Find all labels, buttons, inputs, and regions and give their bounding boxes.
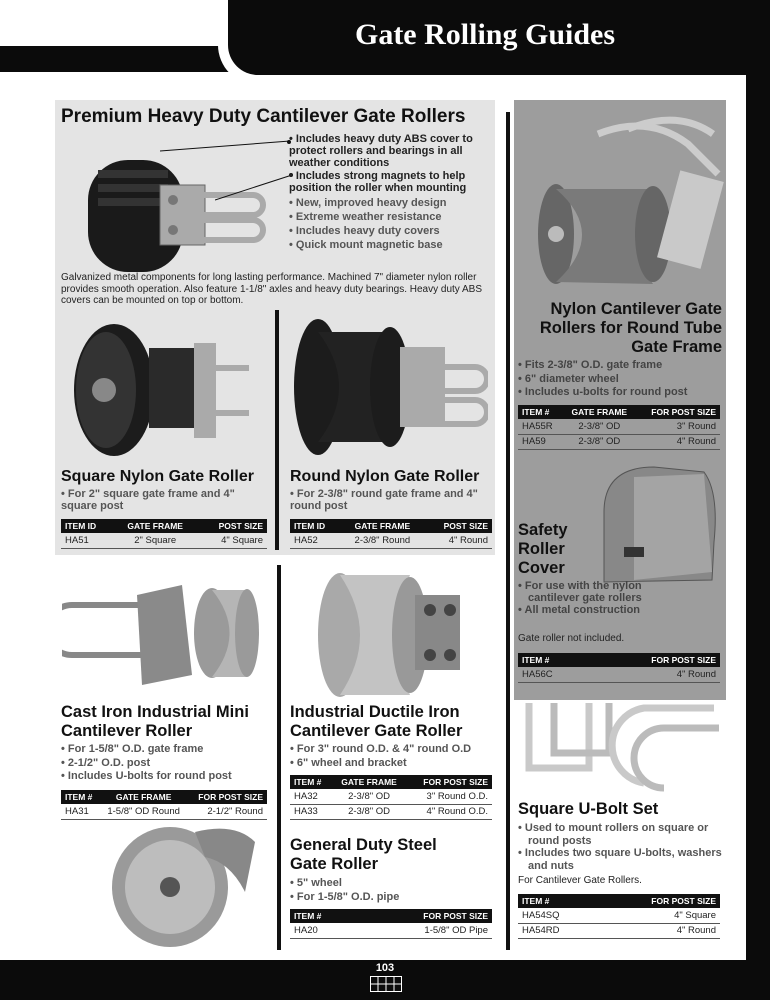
table-row: HA20 1-5/8" OD Pipe	[290, 923, 492, 938]
feature-item: • Includes U-bolts for round post	[61, 770, 271, 784]
table-header: FOR POST SIZE	[406, 775, 492, 789]
square-nylon-table	[61, 519, 267, 549]
nylon-round-tube-table	[518, 405, 720, 450]
table-row: HA31 1-5/8" OD Round 2-1/2" Round	[61, 804, 267, 819]
safety-cover-features	[518, 580, 658, 616]
nylon-round-tube-heading: Nylon Cantilever Gate Rollers for Round Tube Gate Frame	[539, 300, 722, 356]
round-nylon-features	[290, 488, 495, 512]
table-header: ITEM #	[518, 894, 596, 908]
safety-cover-table	[518, 653, 720, 683]
callout-line-2	[215, 172, 295, 202]
table-header: GATE FRAME	[100, 790, 188, 804]
table-row: HA32 2-3/8" OD 3" Round O.D.	[290, 789, 492, 804]
feature-item: • For use with the nylon cantilever gate rollers	[518, 580, 658, 604]
table-row: HA51 2" Square 4" Square	[61, 533, 267, 548]
feature-item: • Includes two square U-bolts, washers and nuts	[518, 847, 723, 872]
ductile-iron-roller-photo	[300, 565, 490, 700]
header-left-stripe	[0, 46, 232, 72]
premium-description: Galvanized metal components for long lasting performance. Machined 7" diameter nylon roller provides smooth operation. Also feature 1-1/8" axles and heavy duty bearings. Heavy duty ABS covers can be mounted on top or bottom.	[61, 272, 483, 306]
feature-item: • Includes heavy duty covers	[289, 224, 489, 238]
feature-item: • 6" wheel and bracket	[290, 757, 500, 771]
ubolt-set-photo	[514, 693, 726, 793]
feature-item: • 6" diameter wheel	[518, 373, 718, 387]
table-header: ITEM #	[290, 775, 332, 789]
cast-iron-table	[61, 790, 267, 820]
feature-item: • For 2" square gate frame and 4" square post	[61, 488, 271, 512]
safety-cover-note: Gate roller not included.	[518, 633, 625, 644]
ubolt-note: For Cantilever Gate Rollers.	[518, 875, 642, 886]
ductile-iron-heading: Industrial Ductile Iron Cantilever Gate Roller	[290, 703, 463, 740]
table-header: POST SIZE	[424, 519, 492, 533]
general-steel-table	[290, 909, 492, 939]
feature-item: • For 1-5/8" O.D. gate frame	[61, 743, 271, 757]
feature-item: • Used to mount rollers on square or round posts	[518, 822, 723, 847]
cast-iron-roller-photo	[62, 575, 262, 695]
square-nylon-heading: Square Nylon Gate Roller	[61, 468, 254, 485]
callout-item: • Includes heavy duty ABS cover to protect rollers and bearings in all weather conditions	[289, 133, 489, 169]
square-nylon-roller-photo	[64, 318, 259, 463]
ubolt-heading: Square U-Bolt Set	[518, 800, 659, 818]
round-nylon-table	[290, 519, 492, 549]
table-row: HA55R 2-3/8" OD 3" Round	[518, 419, 720, 434]
table-row: HA59 2-3/8" OD 4" Round	[518, 434, 720, 449]
safety-cover-heading: Safety Roller Cover	[518, 521, 568, 577]
feature-item: • Includes u-bolts for round post	[518, 386, 718, 400]
table-header: FOR POST SIZE	[588, 653, 720, 667]
premium-callouts	[289, 133, 489, 252]
table-row: HA33 2-3/8" OD 4" Round O.D.	[290, 804, 492, 819]
round-nylon-heading: Round Nylon Gate Roller	[290, 468, 480, 485]
page-title: Gate Rolling Guides	[354, 18, 616, 51]
right-edge-bar	[746, 0, 770, 1000]
ductile-iron-table	[290, 775, 492, 820]
table-header: FOR POST SIZE	[596, 894, 720, 908]
page-number: 103	[375, 962, 395, 974]
feature-item: • Fits 2-3/8" O.D. gate frame	[518, 359, 718, 373]
column-divider	[275, 310, 279, 550]
safety-cover-photo	[594, 462, 722, 587]
general-steel-heading: General Duty Steel Gate Roller	[290, 836, 437, 873]
table-row: HA56C 4" Round	[518, 667, 720, 682]
cast-iron-heading: Cast Iron Industrial Mini Cantilever Roller	[61, 703, 249, 740]
general-steel-roller-photo	[105, 822, 265, 952]
table-header: GATE FRAME	[332, 775, 407, 789]
table-header: GATE FRAME	[563, 405, 636, 419]
table-row: HA54RD 4" Round	[518, 923, 720, 938]
table-header: ITEM #	[518, 405, 563, 419]
table-header: ITEM ID	[290, 519, 341, 533]
premium-roller-photo	[88, 150, 268, 275]
general-steel-features	[290, 877, 490, 904]
cast-iron-features	[61, 743, 271, 784]
feature-item: • All metal construction	[518, 604, 658, 616]
feature-item: • Extreme weather resistance	[289, 210, 489, 224]
square-nylon-features	[61, 488, 271, 512]
column-divider	[277, 565, 281, 950]
feature-item: • New, improved heavy design	[289, 196, 489, 210]
ductile-iron-features	[290, 743, 500, 770]
feature-item: • 2-1/2" O.D. post	[61, 757, 271, 771]
table-header: ITEM #	[61, 790, 100, 804]
feature-item: • For 3" round O.D. & 4" round O.D	[290, 743, 500, 757]
premium-heading: Premium Heavy Duty Cantilever Gate Rollers	[61, 106, 466, 127]
feature-item: • 5" wheel	[290, 877, 490, 891]
feature-item: • For 1-5/8" O.D. pipe	[290, 891, 490, 905]
ubolt-features	[518, 822, 723, 872]
table-row: HA52 2-3/8" Round 4" Round	[290, 533, 492, 548]
nylon-round-tube-photo	[518, 104, 724, 304]
table-row: HA54SQ 4" Square	[518, 908, 720, 923]
feature-item: • Quick mount magnetic base	[289, 238, 489, 252]
table-header: FOR POST SIZE	[636, 405, 720, 419]
nylon-round-tube-features	[518, 359, 718, 400]
feature-item: • For 2-3/8" round gate frame and 4" round post	[290, 488, 495, 512]
ubolt-table	[518, 894, 720, 939]
callout-line-1	[160, 140, 292, 152]
table-header: GATE FRAME	[341, 519, 424, 533]
table-header: FOR POST SIZE	[356, 909, 492, 923]
table-header: ITEM #	[518, 653, 588, 667]
footer-logo	[370, 976, 402, 992]
round-nylon-roller-photo	[290, 312, 488, 462]
table-header: GATE FRAME	[113, 519, 197, 533]
right-column-divider	[506, 112, 510, 950]
callout-item: • Includes strong magnets to help position the roller when mounting	[289, 170, 489, 194]
table-header: ITEM ID	[61, 519, 113, 533]
table-header: FOR POST SIZE	[188, 790, 267, 804]
table-header: ITEM #	[290, 909, 356, 923]
table-header: POST SIZE	[197, 519, 267, 533]
